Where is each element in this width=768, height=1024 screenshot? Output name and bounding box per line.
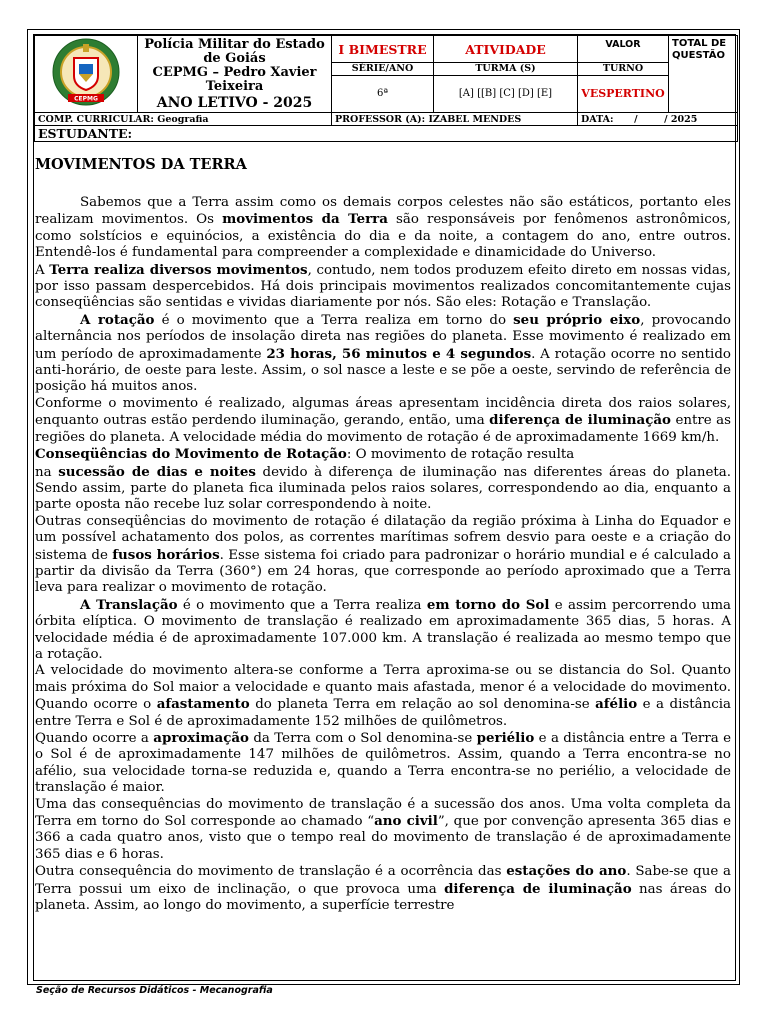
turno-label: TURNO (578, 63, 669, 75)
bimestre-label: I BIMESTRE (332, 36, 434, 63)
teacher-name: PROFESSOR (A): IZABEL MENDES (332, 113, 578, 126)
paragraph-perihelion: Quando ocorre a aproximação da Terra com o Sol denomina-se periélio e a distância entre a Terra e o Sol é de aproximadamente 147 milhões de quilômetros. Assim, quando a Terra encontra-se no afélio, sua velocidade torna-se reduzida e, quando a Terra encontra-se no periélio, a velocidade de translação é maior. (35, 730, 732, 796)
turma-label: TURMA (S) (434, 63, 578, 75)
date-value: / / 2025 (634, 113, 698, 125)
paragraph-rotation-consequences: Conseqüências do Movimento de Rotação: O movimento de rotação resulta na sucessão de dias e noites devido à diferença de iluminação nas diferentes áreas do planeta. Sendo assim, parte do planeta fica iluminada pelos raios solares, correspondendo ao dia, enquanto a parte oposta não recebe luz solar correspondendo à noite. (35, 446, 731, 513)
paragraph-rotation: A rotação é o movimento que a Terra realiza em torno do seu próprio eixo, provocando alternância nos períodos de insolação direta nas regiões do planeta. Esse movimento é realizado em um período de aproximadamente 23 horas, 56 minutos e 4 segundos. A rotação ocorre no sentido anti-horário, de oeste para leste. Assim, o sol nasce a leste e se põe a oeste, servindo de referência de posição há muitos anos. (35, 311, 731, 395)
school-name: CEPMG – Pedro Xavier Teixeira (152, 64, 317, 94)
total-questions-label: TOTAL DE QUESTÃO (669, 36, 738, 113)
turma-value: [A] [[B] [C] [D] [E] (434, 75, 578, 112)
date-field (578, 113, 738, 126)
paragraph-civil-year: Uma das consequências do movimento de translação é a sucessão dos anos. Uma volta completa da Terra em torno do Sol corresponde ao chamado “ano civil”, que por convenção apresenta 365 dias e 366 a cada quatro anos, visto que o tempo real do movimento de translação é de aproximadamente 365 dias e 6 horas. (35, 796, 731, 862)
curricular-component: COMP. CURRICULAR: Geografia (35, 113, 332, 126)
institution-name: Polícia Militar do Estado de Goiás (144, 36, 325, 66)
date-label: DATA: (581, 113, 614, 125)
activity-label: ATIVIDADE (434, 36, 578, 63)
logo-cell (35, 36, 138, 113)
paragraph-seasons: Outra consequência do movimento de translação é a ocorrência das estações do ano. Sabe-se que a Terra possui um eixo de inclinação, o que provoca uma diferença de iluminação nas áreas do planeta. Assim, ao longo do movimento, a superfície terrestre (35, 863, 732, 914)
value-label: VALOR (578, 36, 669, 63)
paragraph-movements: A Terra realiza diversos movimentos, contudo, nem todos produzem efeito direto em nossas vidas, por isso passam despercebidos. Há dois principais movimentos realizados concomitantemente cujas conseqüências são sentidas e vividas diariamente por nós. São eles: Rotação e Translação. (35, 261, 731, 311)
paragraph-illumination: Conforme o movimento é realizado, algumas áreas apresentam incidência direta dos raios solares, enquanto outras estão perdendo iluminação, gerando, então, uma diferença de iluminação entre as regiões do planeta. A velocidade média do movimento de rotação é de aproximadamente 1669 km/h. (35, 395, 732, 445)
serie-value: 6ª (332, 75, 434, 112)
student-label: ESTUDANTE: (38, 126, 133, 141)
school-crest-icon (50, 36, 122, 108)
page-title: MOVIMENTOS DA TERRA (35, 156, 247, 173)
footer-credit: Seção de Recursos Didáticos - Mecanografia (36, 985, 273, 996)
paragraph-translation: A Translação é o movimento que a Terra realiza em torno do Sol e assim percorrendo uma órbita elíptica. O movimento de translação é realizado em aproximadamente 365 dias, 5 horas. A velocidade média é de aproximadamente 107.000 km. A translação é realizada ao mesmo tempo que a rotação. (35, 596, 731, 662)
turno-value: VESPERTINO (578, 75, 669, 112)
school-year: ANO LETIVO - 2025 (156, 94, 313, 111)
header-table (34, 35, 738, 142)
paragraph-aphelion: A velocidade do movimento altera-se conforme a Terra aproxima-se ou se distancia do Sol. Quanto mais próxima do Sol maior a velocidade e quanto mais afastada, menor é a velocidade do movimento. Quando ocorre o afastamento do planeta Terra em relação ao sol denomina-se afélio e a distância entre Terra e Sol é de aproximadamente 152 milhões de quilômetros. (35, 663, 731, 729)
institution-block (138, 36, 332, 113)
paragraph-time-zones: Outras conseqüências do movimento de rotação é dilatação da região próxima à Linha do Equador e um possível achatamento dos polos, as correntes marítimas sofrem desvio para oeste e a criação do sistema de fusos horários. Esse sistema foi criado para padronizar o horário mundial e é calculado a partir da divisão da Terra (360°) em 24 horas, que corresponde ao período aproximado que a Terra leva para realizar o movimento de rotação. (35, 513, 731, 596)
paragraph-intro: Sabemos que a Terra assim como os demais corpos celestes não são estáticos, portanto eles realizam movimentos. Os movimentos da Terra são responsáveis por fenômenos astronômicos, como solstícios e equinócios, a existência do dia e da noite, a contagem do ano, entre outros. Entendê-los é fundamental para compreender a complexidade e dinamicidade do Universo. (35, 195, 731, 261)
student-field (35, 126, 738, 142)
serie-label: SÉRIE/ANO (332, 63, 434, 75)
svg-text:CEPMG: CEPMG (74, 95, 98, 103)
article-body (35, 156, 731, 914)
